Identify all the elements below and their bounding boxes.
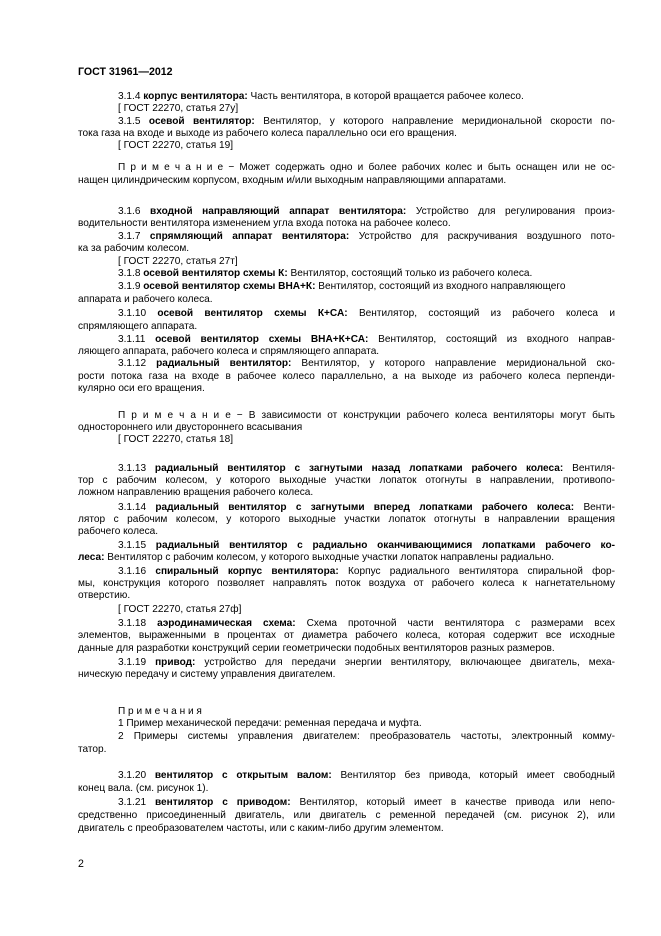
- line-text: Вентилятор, состоящий из рабочего колеса и: [347, 308, 615, 319]
- text-line: [118, 706, 202, 719]
- text-line: [118, 797, 615, 810]
- text-line: [78, 744, 106, 757]
- text-line: [118, 618, 615, 631]
- term-definition: осевой вентилятор схемы ВНА+К:: [143, 281, 316, 292]
- text-line: [78, 487, 313, 500]
- line-text: водительности вентилятора изменением угла входа потока на рабочее колесо.: [78, 218, 451, 229]
- line-text: двигатель с преобразователем частоты, или с каким-либо другим элементом.: [78, 823, 444, 834]
- text-line: [118, 463, 615, 476]
- text-line: [118, 231, 615, 244]
- text-line: [118, 281, 565, 294]
- page-header-title: ГОСТ 31961—2012: [78, 66, 173, 78]
- line-text: Вентилятор с рабочим колесом, у которого выходные участки лопаток направлены радиально.: [104, 552, 555, 563]
- line-text: лятор с рабочим колесом, у которого выходные участки лопаток отогнуты в направлении вращения: [78, 514, 615, 525]
- line-number: 3.1.14: [118, 502, 156, 513]
- text-line: [78, 669, 335, 682]
- text-line: [78, 578, 615, 591]
- line-number: 3.1.10: [118, 308, 158, 319]
- text-line: [78, 321, 197, 334]
- line-text: Вентилятор, состоящий из входного направ-: [368, 334, 615, 345]
- line-text: татор.: [78, 744, 107, 755]
- line-number: 3.1.5: [118, 116, 149, 127]
- term-definition: привод:: [155, 657, 196, 668]
- text-line: [78, 810, 615, 823]
- line-text: Устройство для регулирования произ-: [406, 206, 615, 217]
- line-text: Устройство для раскручивания воздушного пото-: [349, 231, 615, 242]
- text-line: [118, 334, 615, 347]
- line-text: Венти-: [574, 502, 615, 513]
- line-text: рости потока газа на входе в рабочее колесо параллельно, а на выходе из рабочего колеса перпенди-: [78, 371, 615, 382]
- text-line: [78, 218, 451, 231]
- term-definition: спрямляющий аппарат вентилятора:: [149, 231, 350, 242]
- line-text: [ ГОСТ 22270, статья 18]: [118, 434, 234, 445]
- text-line: [78, 514, 615, 527]
- text-line: [78, 643, 555, 656]
- line-text: нащен цилиндрическим корпусом, входным и/или выходным направляющими аппаратами.: [78, 175, 507, 186]
- text-line: [78, 526, 158, 539]
- line-number: 3.1.12: [118, 358, 157, 369]
- text-line: [118, 718, 422, 731]
- term-definition: спиральный корпус вентилятора:: [155, 566, 339, 577]
- line-number: 3.1.20: [118, 770, 155, 781]
- term-definition: корпус вентилятора:: [143, 91, 248, 102]
- line-text: устройство для передачи энергии вентилятору, включающее двигатель, меха-: [195, 657, 615, 668]
- text-line: [78, 346, 379, 359]
- line-number: 3.1.7: [118, 231, 150, 242]
- text-line: [78, 371, 615, 384]
- text-line: [118, 140, 233, 153]
- line-number: 3.1.11: [118, 334, 156, 345]
- term-definition: аэродинамическая схема:: [157, 618, 296, 629]
- text-line: [118, 540, 615, 553]
- line-text: [ ГОСТ 22270, статья 27т]: [118, 256, 238, 267]
- line-text: [ ГОСТ 22270, статья 19]: [118, 140, 234, 151]
- line-text: П р и м е ч а н и е − Может содержать одно и более рабочих колес и быть оснащен или не ос-: [118, 162, 615, 173]
- line-text: П р и м е ч а н и я: [118, 706, 202, 717]
- line-text: ническую передачу и систему управления двигателем.: [78, 669, 336, 680]
- text-line: [118, 566, 615, 579]
- line-text: ка за рабочим колесом.: [78, 243, 190, 254]
- term-definition: входной направляющий аппарат вентилятора:: [150, 206, 407, 217]
- text-line: [118, 206, 615, 219]
- term-definition: вентилятор с приводом:: [154, 797, 291, 808]
- line-text: тор с рабочим колесом, у которого выходные участки лопаток отогнуты в направлении, противопо-: [78, 475, 615, 486]
- text-line: [78, 243, 189, 256]
- term-definition: осевой вентилятор схемы К:: [143, 268, 288, 279]
- line-text: [ ГОСТ 22270, статья 27у]: [118, 103, 239, 114]
- text-line: [118, 116, 615, 129]
- term-definition: радиальный вентилятор с загнутыми назад лопатками рабочего колеса:: [154, 463, 564, 474]
- line-number: 3.1.6: [118, 206, 151, 217]
- text-line: [118, 434, 233, 447]
- text-line: [118, 657, 615, 670]
- page-number: 2: [78, 858, 84, 870]
- line-text: отверстию.: [78, 590, 131, 601]
- term-definition: осевой вентилятор схемы ВНА+К+СА:: [155, 334, 369, 345]
- text-line: [78, 552, 554, 565]
- text-line: [118, 731, 615, 744]
- line-text: мы, конструкция которого позволяет направлять поток воздуха от рабочего колеса к нагнетательному: [78, 578, 615, 589]
- text-line: [118, 502, 615, 515]
- line-text: Корпус радиального вентилятора спиральной фор-: [338, 566, 616, 577]
- text-line: [78, 383, 205, 396]
- text-line: [78, 475, 615, 488]
- line-text: Схема проточной части вентилятора с размерами всех: [295, 618, 615, 629]
- text-line: [118, 770, 615, 783]
- text-line: [118, 604, 241, 617]
- line-number: 3.1.9: [118, 281, 144, 292]
- line-text: 1 Пример механической передачи: ременная передача и муфта.: [118, 718, 422, 729]
- line-text: Вентиля-: [563, 463, 616, 474]
- line-text: кулярно оси его вращения.: [78, 383, 205, 394]
- text-line: [78, 128, 457, 141]
- term-definition: радиальный вентилятор:: [156, 358, 292, 369]
- text-line: [118, 268, 532, 281]
- term-definition: радиальный вентилятор с загнутыми вперед лопатками рабочего колеса:: [155, 502, 575, 513]
- line-text: спрямляющего аппарата.: [78, 321, 198, 332]
- text-line: [78, 294, 213, 307]
- line-number: 3.1.8: [118, 268, 144, 279]
- term-definition: вентилятор с открытым валом:: [154, 770, 332, 781]
- line-text: данные для разработки конструкций серии геометрически подобных вентиляторов разных размеров.: [78, 643, 555, 654]
- line-text: 2 Примеры системы управления двигателем: преобразователь частоты, электронный комму-: [118, 731, 615, 742]
- line-text: средственно присоединенный двигатель, или двигатель с ременной передачей (см. рисунок 2), или: [78, 810, 615, 821]
- term-definition: радиальный вентилятор с радиально оканчивающимися лопатками рабочего ко-: [155, 540, 615, 551]
- line-number: 3.1.16: [118, 566, 156, 577]
- text-line: [78, 590, 130, 603]
- text-line: [118, 91, 524, 104]
- line-text: Вентилятор, который имеет в качестве привода или непо-: [290, 797, 615, 808]
- line-text: одностороннего или двустороннего всасывания: [78, 422, 303, 433]
- line-number: 3.1.15: [118, 540, 156, 551]
- term-definition: осевой вентилятор схемы К+СА:: [157, 308, 348, 319]
- line-text: Вентилятор, у которого направление меридиональной ско-: [291, 358, 615, 369]
- text-line: [118, 103, 238, 116]
- text-line: [118, 410, 615, 423]
- line-number: 3.1.4: [118, 91, 144, 102]
- line-text: Вентилятор, состоящий из входного направляющего: [315, 281, 566, 292]
- line-number: 3.1.13: [118, 463, 155, 474]
- line-text: Вентилятор, состоящий только из рабочего колеса.: [287, 268, 533, 279]
- line-number: 3.1.19: [118, 657, 156, 668]
- line-text: тока газа на входе и выходе из рабочего колеса параллельно оси его вращения.: [78, 128, 457, 139]
- text-line: [78, 823, 444, 836]
- term-definition: леса:: [78, 552, 105, 563]
- line-text: Часть вентилятора, в которой вращается рабочее колесо.: [247, 91, 524, 102]
- line-text: аппарата и рабочего колеса.: [78, 294, 213, 305]
- line-text: [ ГОСТ 22270, статья 27ф]: [118, 604, 242, 615]
- term-definition: осевой вентилятор:: [148, 116, 255, 127]
- text-line: [78, 175, 506, 188]
- text-line: [118, 162, 615, 175]
- text-line: [78, 630, 615, 643]
- line-text: рабочего колеса.: [78, 526, 159, 537]
- line-number: 3.1.21: [118, 797, 155, 808]
- line-text: П р и м е ч а н и е − В зависимости от конструкции рабочего колеса вентиляторы могут быть: [118, 410, 615, 421]
- line-text: конец вала. (см. рисунок 1).: [78, 783, 209, 794]
- line-text: Вентилятор, у которого направление меридиональной скорости по-: [254, 116, 615, 127]
- text-line: [118, 308, 615, 321]
- line-text: Вентилятор без привода, который имеет свободный: [331, 770, 615, 781]
- text-line: [118, 358, 615, 371]
- line-text: элементов, выраженными в процентах от диаметра рабочего колеса, которая содержит все исходные: [78, 630, 615, 641]
- line-text: ляющего аппарата, рабочего колеса и спрямляющего аппарата.: [78, 346, 380, 357]
- text-line: [78, 783, 208, 796]
- text-line: [78, 422, 302, 435]
- text-line: [118, 256, 238, 269]
- line-text: ложном направлению вращения рабочего колеса.: [78, 487, 314, 498]
- line-number: 3.1.18: [118, 618, 158, 629]
